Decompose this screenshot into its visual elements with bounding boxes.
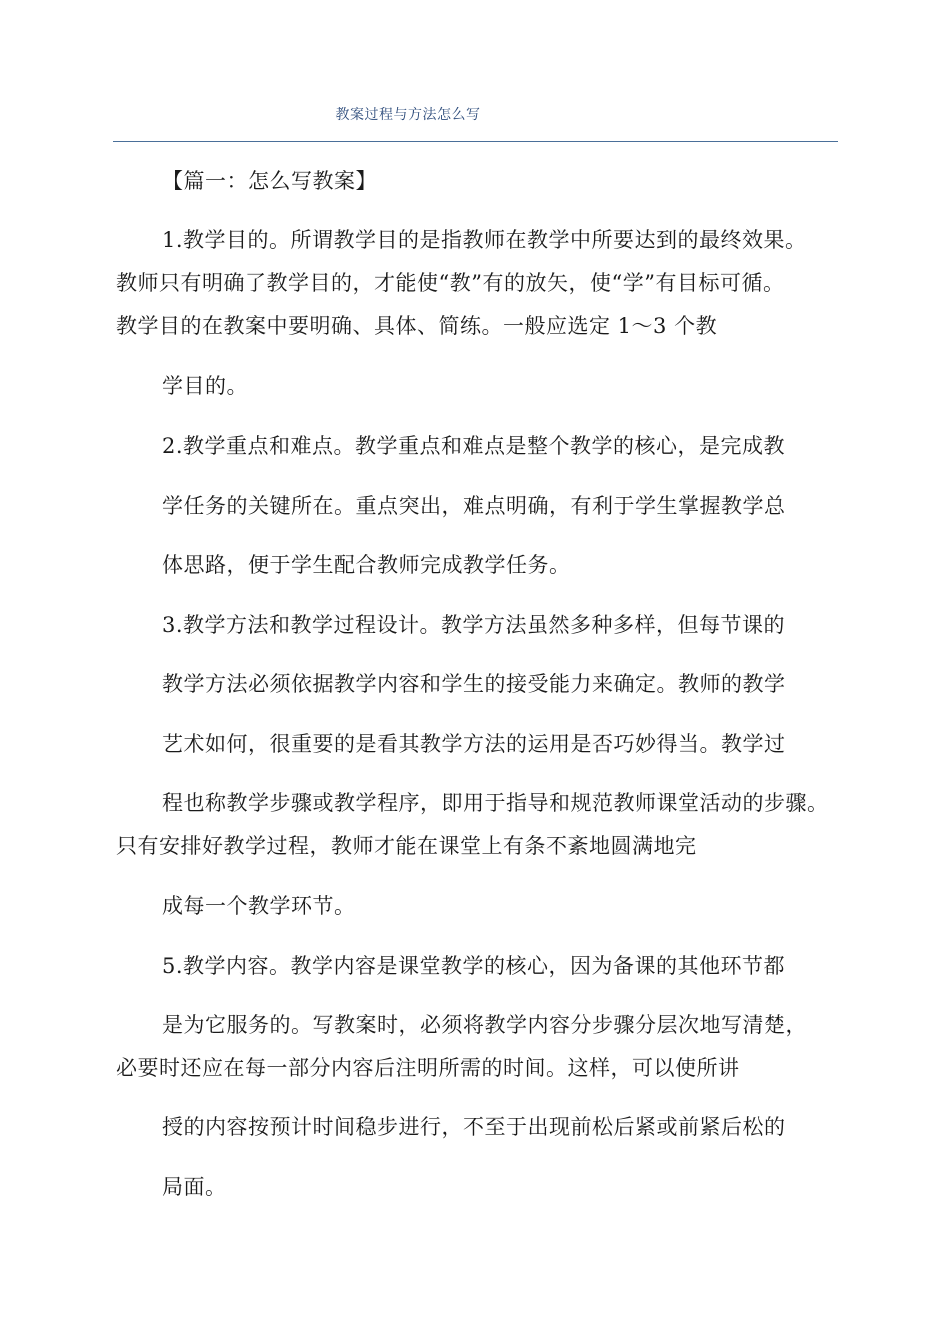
header-divider [113, 141, 838, 142]
body-line: 体思路，便于学生配合教师完成教学任务。 [162, 553, 571, 577]
body-line: 5.教学内容。教学内容是课堂教学的核心，因为备课的其他环节都 [162, 954, 786, 978]
body-line: 教师只有明确了教学目的，才能使“教”有的放矢，使“学”有目标可循。 [116, 271, 785, 295]
body-line: 教学方法必须依据教学内容和学生的接受能力来确定。教师的教学 [162, 672, 786, 696]
body-line: 学目的。 [162, 374, 248, 398]
body-line: 授的内容按预计时间稳步进行，不至于出现前松后紧或前紧后松的 [162, 1115, 786, 1139]
body-line: 艺术如何，很重要的是看其教学方法的运用是否巧妙得当。教学过 [162, 732, 786, 756]
body-line: 必要时还应在每一部分内容后注明所需的时间。这样，可以使所讲 [116, 1056, 740, 1080]
body-line: 3.教学方法和教学过程设计。教学方法虽然多种多样，但每节课的 [162, 613, 786, 637]
body-line: 2.教学重点和难点。教学重点和难点是整个教学的核心，是完成教 [162, 434, 786, 458]
section-heading: 【篇一：怎么写教案】 [162, 169, 377, 193]
header-title: 教案过程与方法怎么写 [335, 107, 481, 123]
body-line: 教学目的在教案中要明确、具体、简练。一般应选定 1～3 个教 [116, 314, 718, 338]
body-line: 是为它服务的。写教案时，必须将教学内容分步骤分层次地写清楚， [162, 1013, 807, 1037]
body-line: 成每一个教学环节。 [162, 894, 356, 918]
body-line: 只有安排好教学过程，教师才能在课堂上有条不紊地圆满地完 [116, 834, 697, 858]
body-line: 学任务的关键所在。重点突出，难点明确，有利于学生掌握教学总 [162, 494, 786, 518]
body-line: 程也称教学步骤或教学程序，即用于指导和规范教师课堂活动的步骤。 [162, 791, 829, 815]
body-line: 局面。 [162, 1175, 227, 1199]
body-line: 1.教学目的。所谓教学目的是指教师在教学中所要达到的最终效果。 [162, 228, 807, 252]
